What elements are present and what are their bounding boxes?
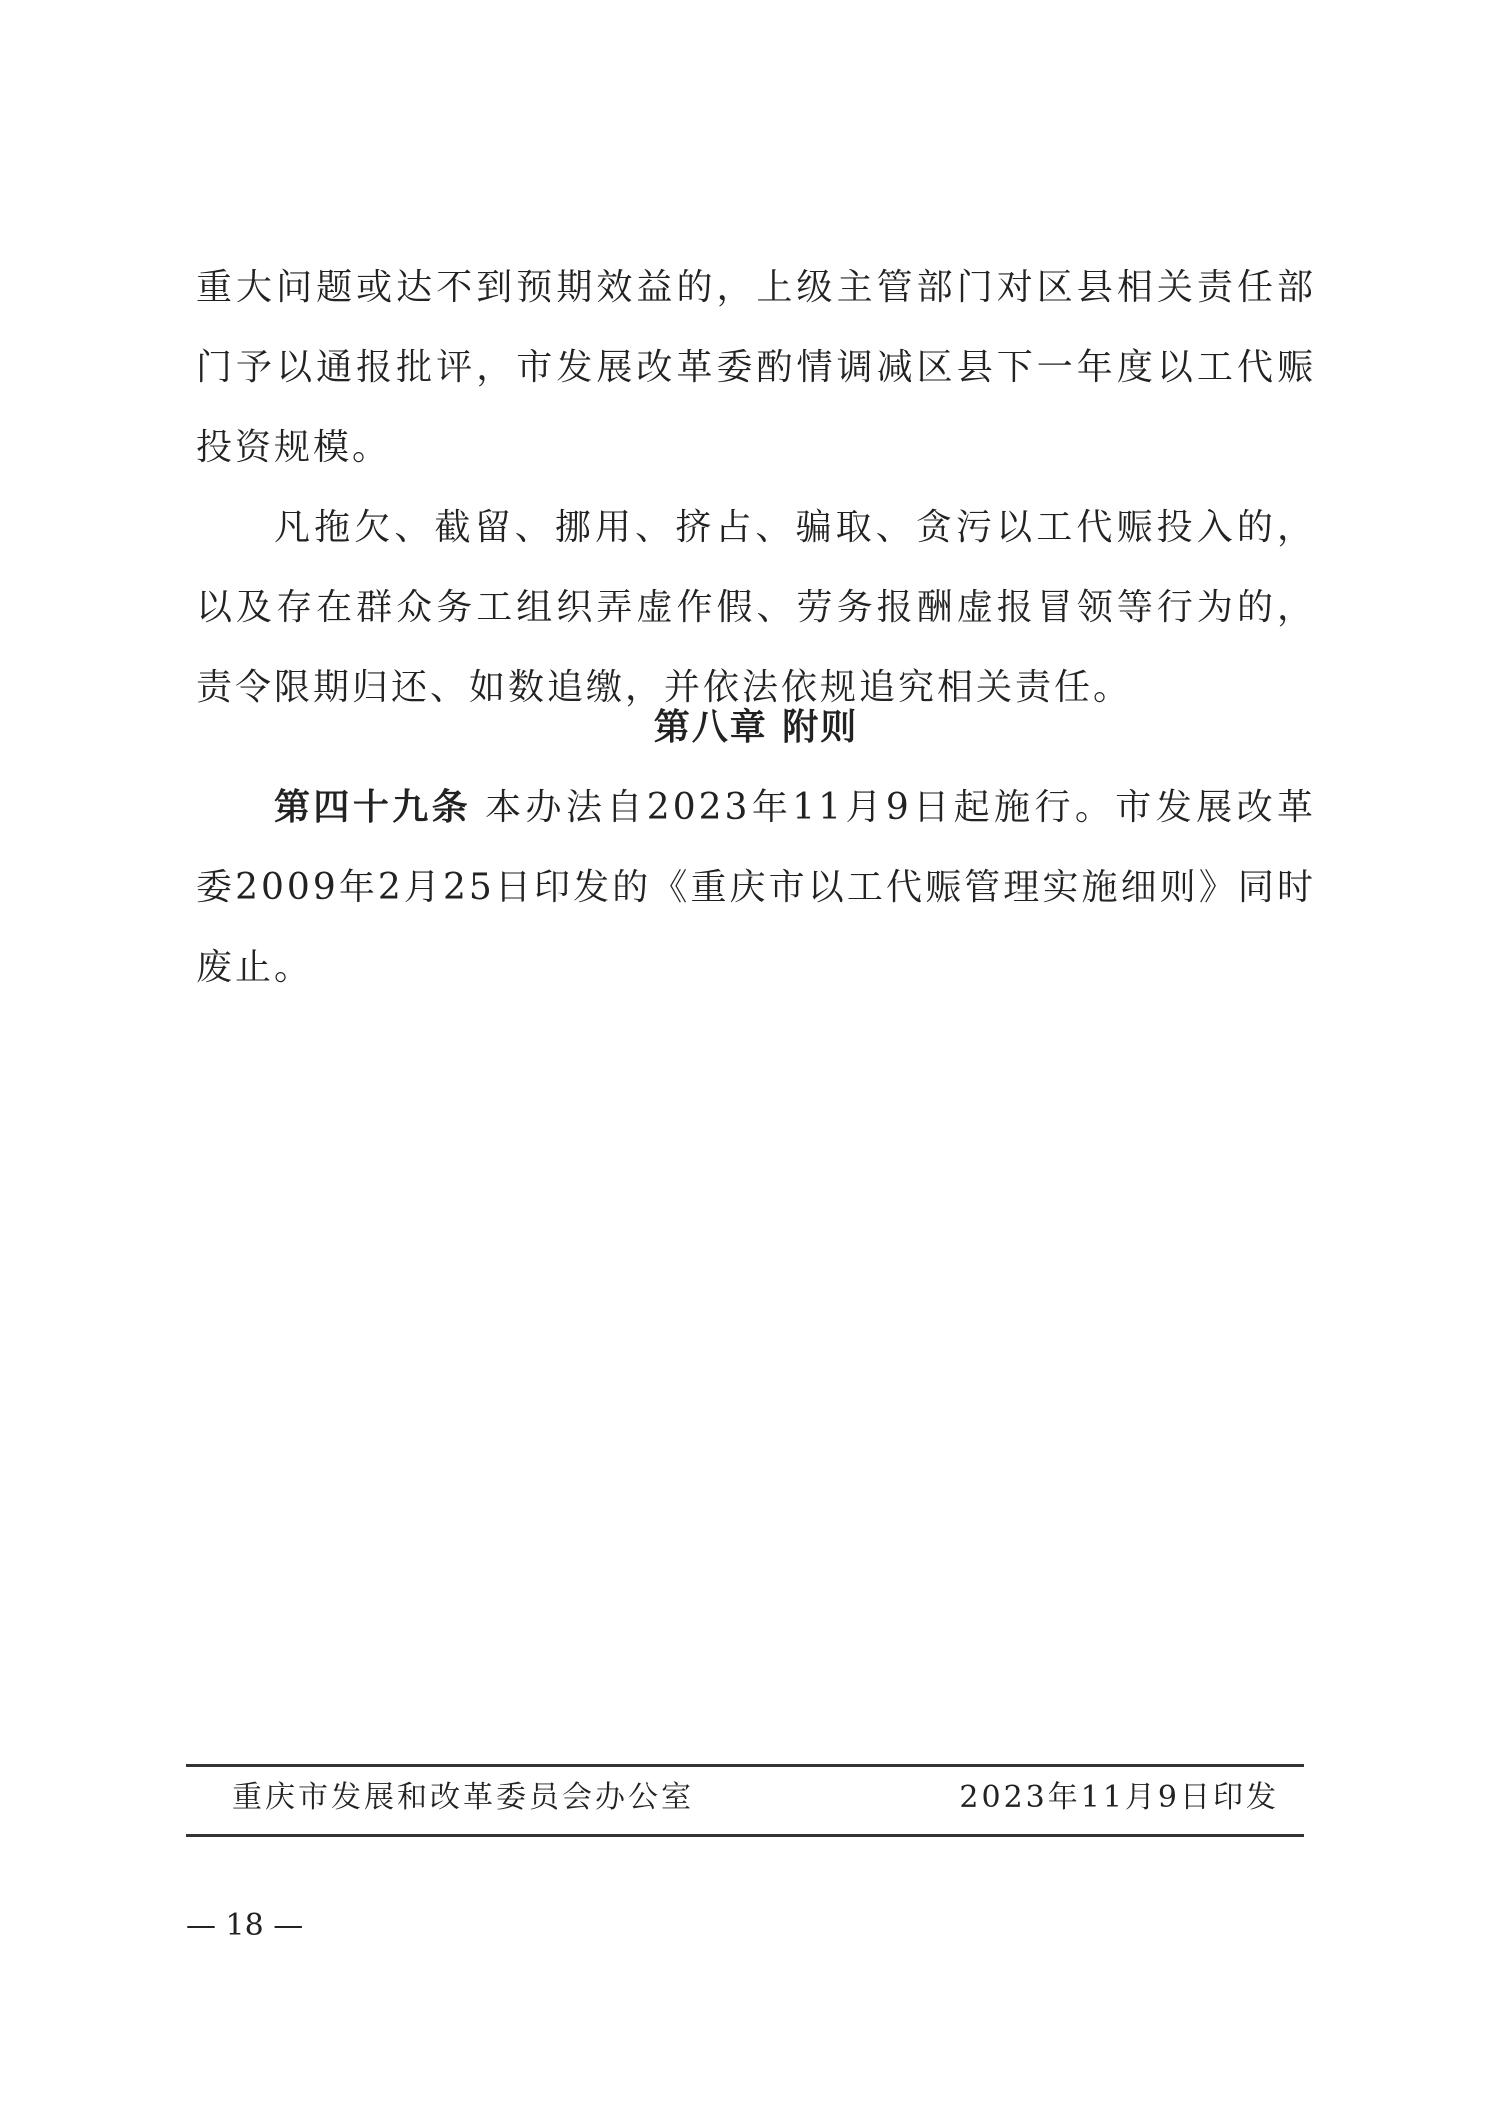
issuing-office: 重庆市发展和改革委员会办公室 [232, 1780, 694, 1815]
footer-bottom-rule [186, 1834, 1304, 1837]
body-text-block [196, 248, 1316, 728]
article-49 [196, 768, 1316, 1008]
issue-date: 2023年11月9日印发 [959, 1780, 1279, 1815]
article-number: 第四十九条 [274, 787, 472, 828]
article-text: 本办法自2023年11月9日起施行。市发展改革委2009年2月25日印发的《重庆市以工代赈管理实施细则》同时废止。 [196, 787, 1316, 988]
chapter-heading: 第八章 附则 [653, 707, 859, 748]
paragraph-penalties: 凡拖欠、截留、挪用、挤占、骗取、贪污以工代赈投入的，以及存在群众务工组织弄虚作假、劳务报酬虚报冒领等行为的，责令限期归还、如数追缴，并依法依规追究相关责任。 [196, 507, 1316, 708]
continuation-paragraph: 重大问题或达不到预期效益的，上级主管部门对区县相关责任部门予以通报批评，市发展改革委酌情调减区县下一年度以工代赈投资规模。 [196, 267, 1316, 468]
footer-top-rule [186, 1764, 1304, 1767]
page-number: — 18 — [186, 1908, 304, 1943]
